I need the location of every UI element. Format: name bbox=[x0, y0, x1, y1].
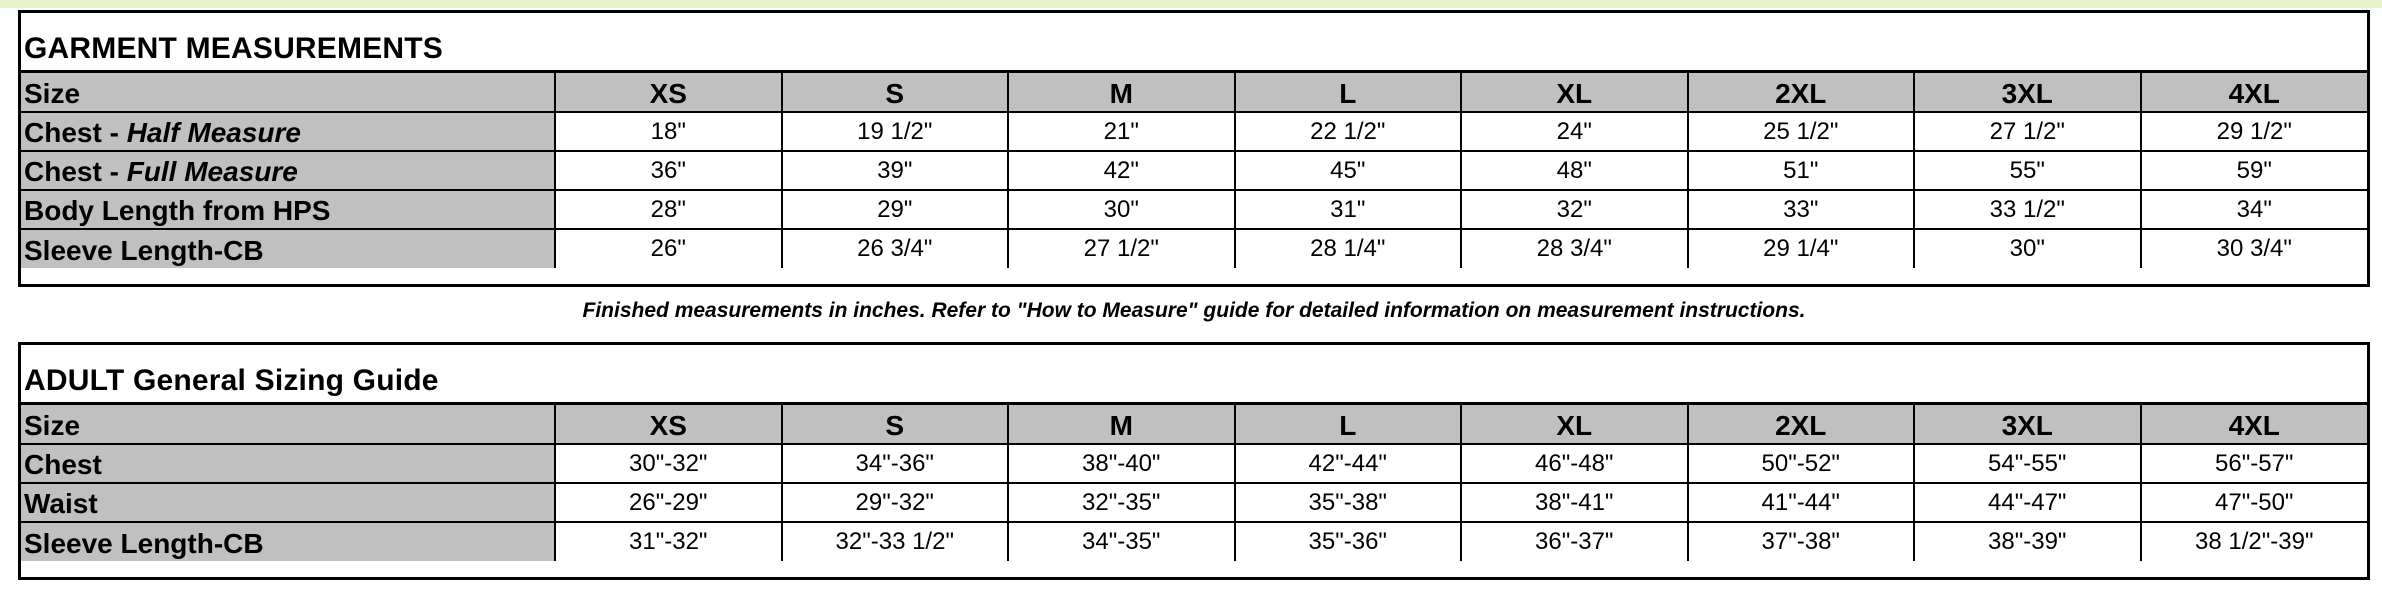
sizing-cell: 56"-57" bbox=[2141, 444, 2368, 483]
sizing-cell: 26"-29" bbox=[555, 483, 782, 522]
sizing-cell: 32"-33 1/2" bbox=[782, 522, 1009, 561]
size-header-cell: XL bbox=[1461, 73, 1688, 112]
size-header-cell: XS bbox=[555, 73, 782, 112]
size-header-cell: 2XL bbox=[1688, 405, 1915, 444]
measurement-cell: 21" bbox=[1008, 112, 1235, 151]
measurement-cell: 30 3/4" bbox=[2141, 229, 2368, 268]
sizing-cell: 35"-36" bbox=[1235, 522, 1462, 561]
row-label-emphasis: Full Measure bbox=[126, 156, 298, 187]
measurement-cell: 59" bbox=[2141, 151, 2368, 190]
size-header-cell: XS bbox=[555, 405, 782, 444]
sizing-cell: 32"-35" bbox=[1008, 483, 1235, 522]
measurement-cell: 19 1/2" bbox=[782, 112, 1009, 151]
sizing-cell: 38"-39" bbox=[1914, 522, 2141, 561]
sizing-cell: 35"-38" bbox=[1235, 483, 1462, 522]
measurement-cell: 30" bbox=[1008, 190, 1235, 229]
table-row bbox=[21, 444, 2367, 483]
size-header-cell: L bbox=[1235, 73, 1462, 112]
size-header-cell: 4XL bbox=[2141, 405, 2368, 444]
row-label bbox=[21, 444, 555, 483]
size-header-cell: M bbox=[1008, 73, 1235, 112]
measurement-cell: 55" bbox=[1914, 151, 2141, 190]
measurement-note: Finished measurements in inches. Refer to "How to Measure" guide for detailed information on measurement instructions. bbox=[582, 299, 1806, 322]
table-row bbox=[21, 151, 2367, 190]
row-label bbox=[21, 112, 555, 151]
row-label-text: Chest - bbox=[24, 156, 127, 187]
sizing-cell: 46"-48" bbox=[1461, 444, 1688, 483]
row-label-emphasis: Half Measure bbox=[126, 117, 301, 148]
row-label-text: Sleeve Length-CB bbox=[24, 528, 264, 559]
garment-measurements-table bbox=[18, 10, 2370, 287]
sizing-cell: 54"-55" bbox=[1914, 444, 2141, 483]
measurement-cell: 22 1/2" bbox=[1235, 112, 1462, 151]
table-row bbox=[21, 190, 2367, 229]
sizing-cell: 34"-36" bbox=[782, 444, 1009, 483]
sizing-cell: 38 1/2"-39" bbox=[2141, 522, 2368, 561]
size-header-cell: 2XL bbox=[1688, 73, 1915, 112]
measurement-cell: 29 1/4" bbox=[1688, 229, 1915, 268]
measurement-cell: 32" bbox=[1461, 190, 1688, 229]
measurement-cell: 25 1/2" bbox=[1688, 112, 1915, 151]
row-label bbox=[21, 483, 555, 522]
row-label bbox=[21, 229, 555, 268]
size-header-cell: 4XL bbox=[2141, 73, 2368, 112]
measurement-cell: 28" bbox=[555, 190, 782, 229]
table-row bbox=[21, 229, 2367, 268]
adult-sizing-guide-table bbox=[18, 342, 2370, 580]
row-label-text: Chest - bbox=[24, 117, 127, 148]
table-row bbox=[21, 522, 2367, 561]
size-header-cell: M bbox=[1008, 405, 1235, 444]
measurement-cell: 42" bbox=[1008, 151, 1235, 190]
measurement-cell: 39" bbox=[782, 151, 1009, 190]
size-header-cell: L bbox=[1235, 405, 1462, 444]
sizing-cell: 38"-41" bbox=[1461, 483, 1688, 522]
row-label-text: Waist bbox=[24, 488, 98, 519]
sizing-cell: 37"-38" bbox=[1688, 522, 1915, 561]
sizing-cell: 30"-32" bbox=[555, 444, 782, 483]
size-header-cell: S bbox=[782, 73, 1009, 112]
measurement-cell: 26 3/4" bbox=[782, 229, 1009, 268]
sizing-cell: 34"-35" bbox=[1008, 522, 1235, 561]
measurement-cell: 51" bbox=[1688, 151, 1915, 190]
sizing-cell: 29"-32" bbox=[782, 483, 1009, 522]
measurement-cell: 24" bbox=[1461, 112, 1688, 151]
size-header-cell: XL bbox=[1461, 405, 1688, 444]
adult-header-row bbox=[21, 405, 2367, 444]
size-header-label: Size bbox=[21, 73, 555, 112]
size-header-cell: S bbox=[782, 405, 1009, 444]
adult-sizing-guide-title: ADULT General Sizing Guide bbox=[21, 345, 2367, 405]
sizing-cell: 44"-47" bbox=[1914, 483, 2141, 522]
measurement-cell: 36" bbox=[555, 151, 782, 190]
measurement-cell: 27 1/2" bbox=[1914, 112, 2141, 151]
measurement-cell: 48" bbox=[1461, 151, 1688, 190]
row-label bbox=[21, 522, 555, 561]
garment-header-row bbox=[21, 73, 2367, 112]
measurement-cell: 30" bbox=[1914, 229, 2141, 268]
sizing-cell: 42"-44" bbox=[1235, 444, 1462, 483]
measurement-cell: 45" bbox=[1235, 151, 1462, 190]
sizing-cell: 36"-37" bbox=[1461, 522, 1688, 561]
adult-sizing-grid bbox=[21, 405, 2367, 561]
measurement-cell: 33 1/2" bbox=[1914, 190, 2141, 229]
row-label-text: Chest bbox=[24, 449, 102, 480]
measurement-cell: 28 1/4" bbox=[1235, 229, 1462, 268]
size-header-label: Size bbox=[21, 405, 555, 444]
size-header-cell: 3XL bbox=[1914, 405, 2141, 444]
sizing-cell: 50"-52" bbox=[1688, 444, 1915, 483]
sizing-cell: 41"-44" bbox=[1688, 483, 1915, 522]
table-row bbox=[21, 483, 2367, 522]
measurement-cell: 31" bbox=[1235, 190, 1462, 229]
garment-measurements-grid bbox=[21, 73, 2367, 268]
measurement-cell: 27 1/2" bbox=[1008, 229, 1235, 268]
measurement-cell: 28 3/4" bbox=[1461, 229, 1688, 268]
garment-measurements-title: GARMENT MEASUREMENTS bbox=[21, 13, 2367, 73]
row-label-text: Sleeve Length-CB bbox=[24, 235, 264, 266]
measurement-cell: 29 1/2" bbox=[2141, 112, 2368, 151]
sizing-cell: 47"-50" bbox=[2141, 483, 2368, 522]
size-header-cell: 3XL bbox=[1914, 73, 2141, 112]
row-label-text: Body Length from HPS bbox=[24, 195, 331, 226]
row-label bbox=[21, 151, 555, 190]
top-accent-strip bbox=[0, 0, 2382, 8]
measurement-cell: 34" bbox=[2141, 190, 2368, 229]
measurement-cell: 18" bbox=[555, 112, 782, 151]
sizing-cell: 31"-32" bbox=[555, 522, 782, 561]
measurement-cell: 29" bbox=[782, 190, 1009, 229]
table-row bbox=[21, 112, 2367, 151]
measurement-cell: 33" bbox=[1688, 190, 1915, 229]
measurement-cell: 26" bbox=[555, 229, 782, 268]
row-label bbox=[21, 190, 555, 229]
sizing-cell: 38"-40" bbox=[1008, 444, 1235, 483]
